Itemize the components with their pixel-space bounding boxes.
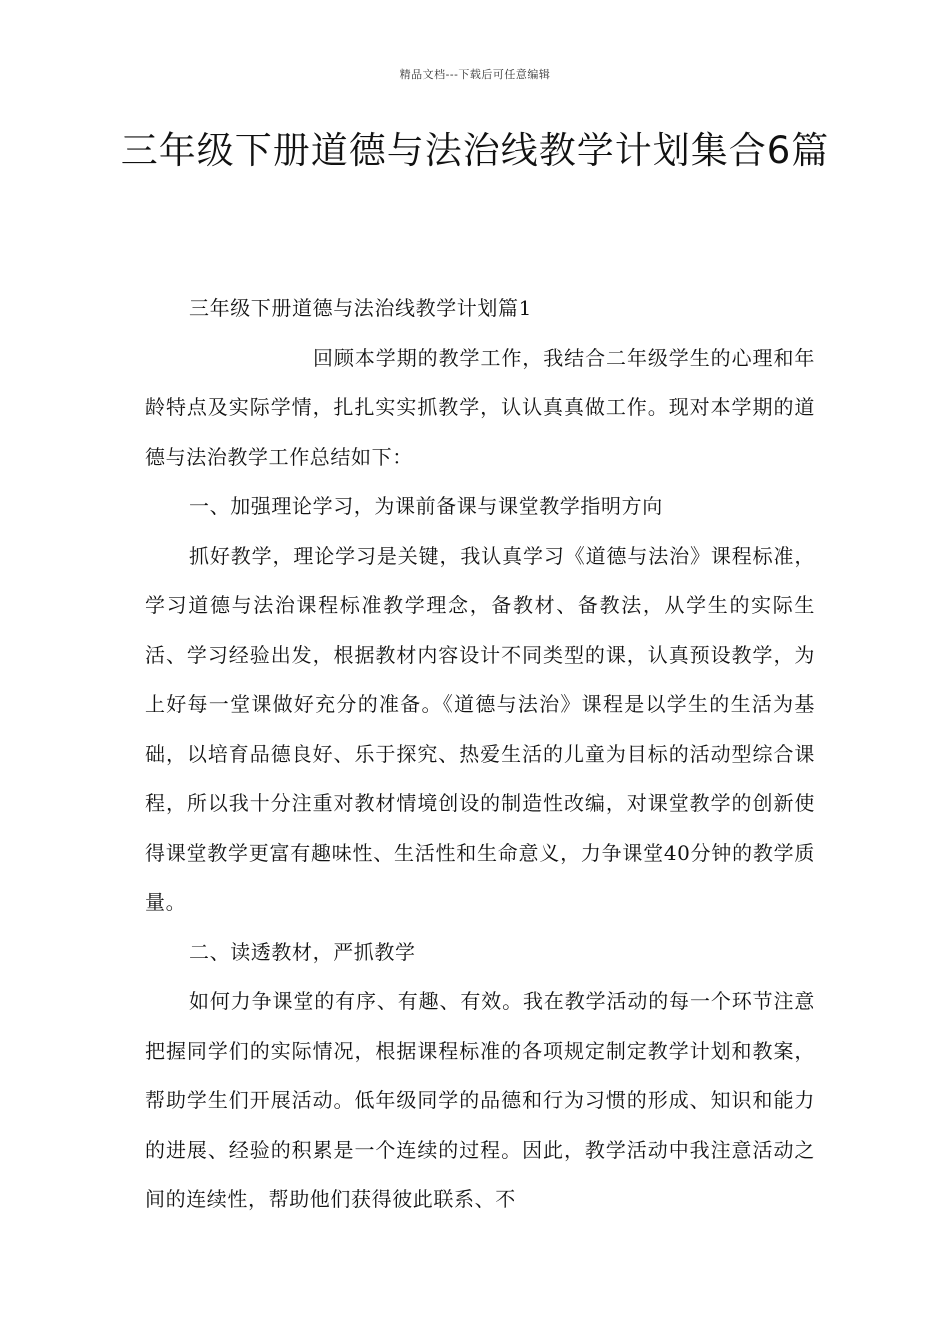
section-heading: 三年级下册道德与法治线教学计划篇1 [189,296,532,320]
header-note: 精品文档---下载后可任意编辑 [399,68,551,81]
document-title: 三年级下册道德与法治线教学计划集合6篇 [120,129,830,172]
section-heading: 一、加强理论学习，为课前备课与课堂教学指明方向 [189,494,663,518]
document-body [145,284,815,1225]
body-paragraph: 回顾本学期的教学工作，我结合二年级学生的心理和年龄特点及实际学情，扎扎实实抓教学，认认真真做工作。现对本学期的道德与法治教学工作总结如下： [145,345,815,469]
section-heading: 二、读透教材，严抓教学 [189,939,416,964]
body-paragraph: 如何力争课堂的有序、有趣、有效。我在教学活动的每一个环节注意把握同学们的实际情况，根据课程标准的各项规定制定教学计划和教案，帮助学生们开展活动。低年级同学的品德和行为习惯的形成、知识和能力的进展、经验的积累是一个连续的过程。因此，教学活动中我注意活动之间的连续性，帮助他们获得彼此联系、不 [145,989,815,1211]
body-paragraph: 抓好教学，理论学习是关键，我认真学习《道德与法治》课程标准，学习道德与法治课程标准教学理念，备教材、备教法，从学生的实际生活、学习经验出发，根据教材内容设计不同类型的课，认真预设教学，为上好每一堂课做好充分的准备。《道德与法治》课程是以学生的生活为基础，以培育品德良好、乐于探究、热爱生活的儿童为目标的活动型综合课程，所以我十分注重对教材情境创设的制造性改编，对课堂教学的创新使得课堂教学更富有趣味性、生活性和生命意义，力争课堂40分钟的教学质量。 [145,543,815,914]
